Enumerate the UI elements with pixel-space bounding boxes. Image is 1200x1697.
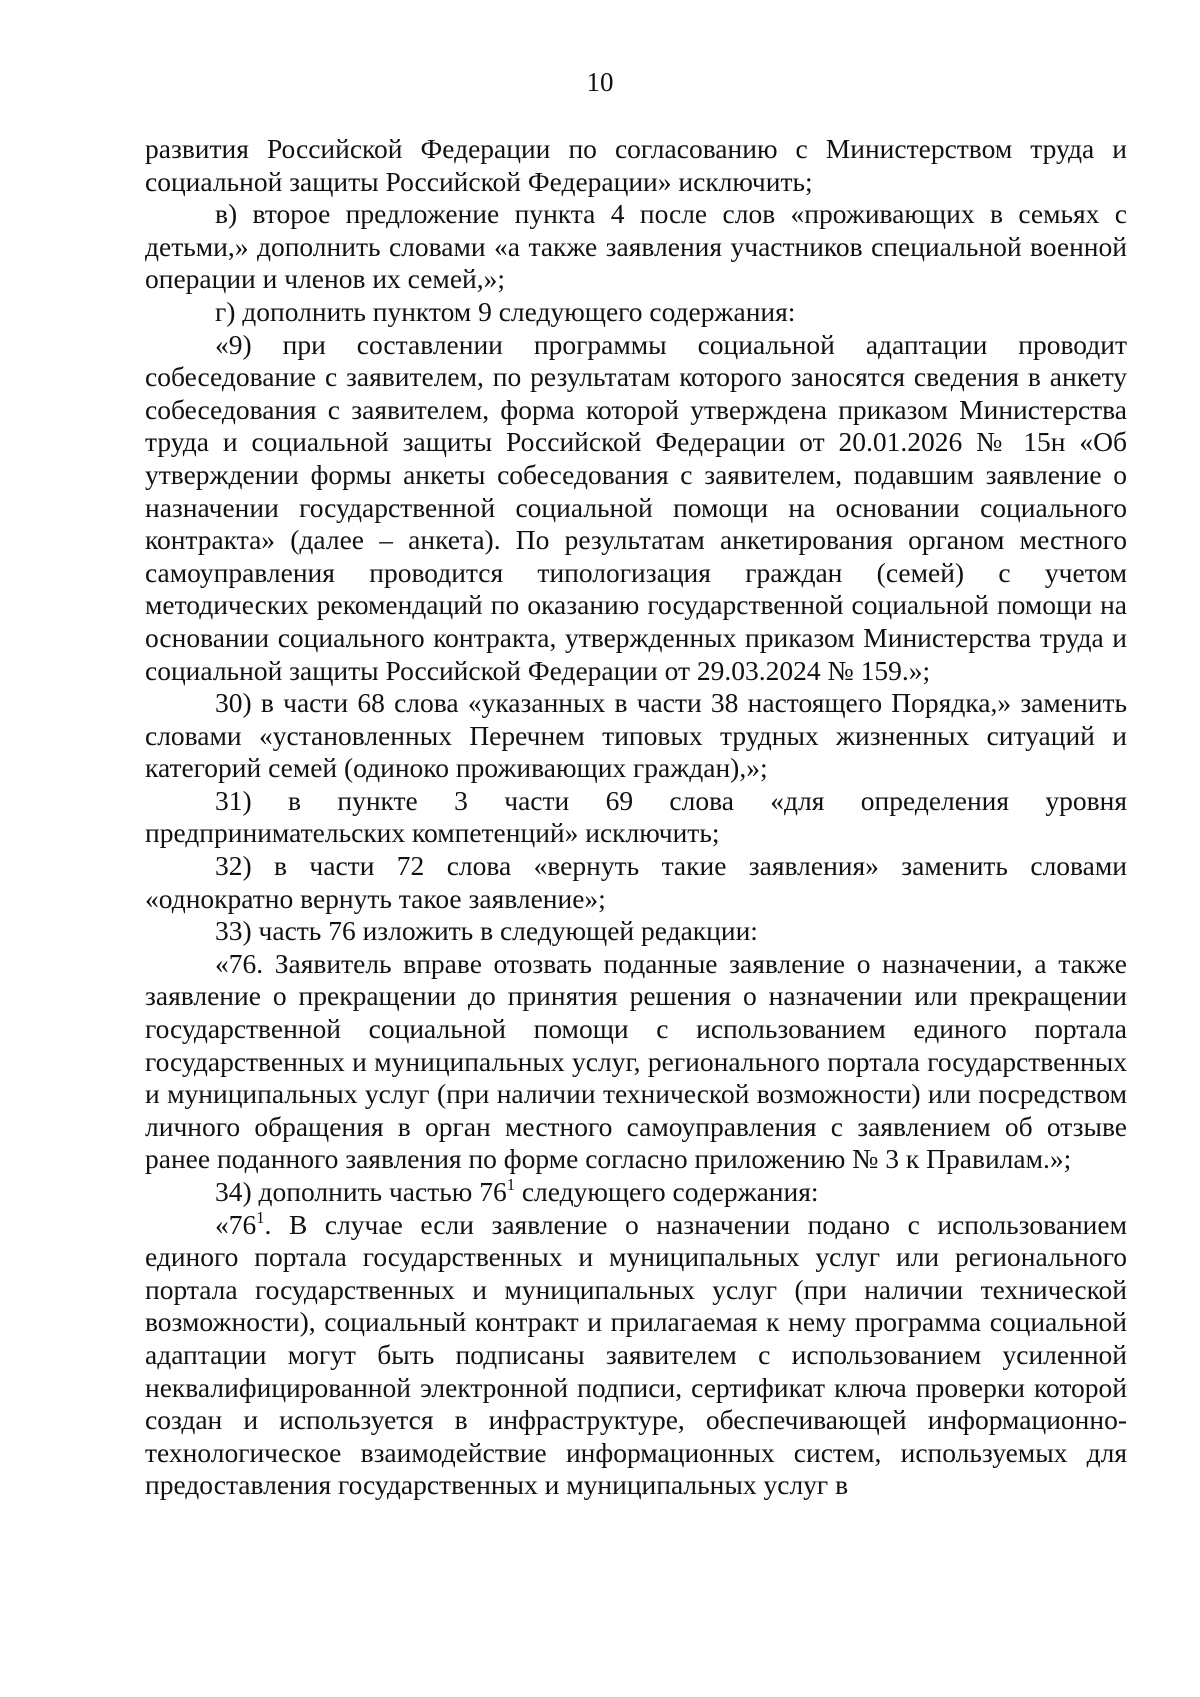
page-number: 10 (586, 67, 614, 97)
paragraph-item-34-text-end: следующего содержания: (514, 1176, 819, 1207)
paragraph-item-31: 31) в пункте 3 части 69 слова «для определения уровня предпринимательских компетенций» исключить; (145, 784, 1127, 849)
superscript-marker: 1 (506, 1175, 515, 1195)
paragraph-item-g: г) дополнить пунктом 9 следующего содержания: (215, 295, 796, 327)
paragraph-item-30: 30) в части 68 слова «указанных в части 38 настоящего Порядка,» заменить словами «установленных Перечнем типовых трудных жизненных ситуаций и категорий семей (одиноко проживающих граждан),»; (145, 687, 1127, 784)
paragraph-quote-part-76-1 (145, 1209, 1127, 1502)
paragraph-quote-part-76: «76. Заявитель вправе отозвать поданные заявление о назначении, а также заявление о прекращении до принятия решения о назначении или прекращении государственной социальной помощи с использованием единого портала государственных и муниципальных услуг, регионального портала государственных и муниципальных услуг (при наличии технической возможности) или посредством личного обращения в орган местного самоуправления с заявлением об отзыве ранее поданного заявления по форме согласно приложению № 3 к Правилам.»; (145, 947, 1127, 1175)
paragraph-continuation: развития Российской Федерации по согласованию с Министерством труда и социальной защиты Российской Федерации» исключить; (145, 133, 1127, 197)
document-body (145, 133, 1127, 1502)
paragraph-quote-item-9: «9) при составлении программы социальной адаптации проводит собеседование с заявителем, по результатам которого заносятся сведения в анкету собеседования с заявителем, форма которой утверждена приказом Министерства труда и социальной защиты Российской Федерации от 20.01.2026 № 15н «Об утверждении формы анкеты собеседования с заявителем, подавшим заявление о назначении государственной социальной помощи на основании социального контракта» (далее – анкета). По результатам анкетирования органом местного самоуправления проводится типологизация граждан (семей) с учетом методических рекомендаций по оказанию государственной социальной помощи на основании социального контракта, утвержденных приказом Министерства труда и социальной защиты Российской Федерации от 29.03.2024 № 159.»; (145, 328, 1127, 686)
paragraph-part-76-1-text-start: «76 (215, 1208, 257, 1240)
paragraph-item-33: 33) часть 76 изложить в следующей редакции: (215, 915, 758, 947)
paragraph-item-34-text-start: 34) дополнить частью 76 (215, 1176, 507, 1207)
paragraph-item-34 (145, 1176, 1127, 1209)
paragraph-item-32: 32) в части 72 слова «вернуть такие заявления» заменить словами «однократно вернуть такое заявление»; (145, 850, 1127, 914)
paragraph-item-v: в) второе предложение пункта 4 после слов «проживающих в семьях с детьми,» дополнить словами «а также заявления участников специальной военной операции и членов их семей,»; (145, 198, 1127, 295)
paragraph-part-76-1-text-end: . В случае если заявление о назначении подано с использованием единого портала государственных и муниципальных услуг или регионального портала государственных и муниципальных услуг (при наличии технической возможности), социальный контракт и прилагаемая к нему программа социальной адаптации могут быть подписаны заявителем с использованием усиленной неквалифицированной электронной подписи, сертификат ключа проверки которой создан и используется в инфраструктуре, обеспечивающей информационно-технологическое взаимодействие информационных систем, используемых для предоставления государственных и муниципальных услуг в (145, 1208, 1127, 1501)
superscript-marker: 1 (256, 1207, 265, 1227)
